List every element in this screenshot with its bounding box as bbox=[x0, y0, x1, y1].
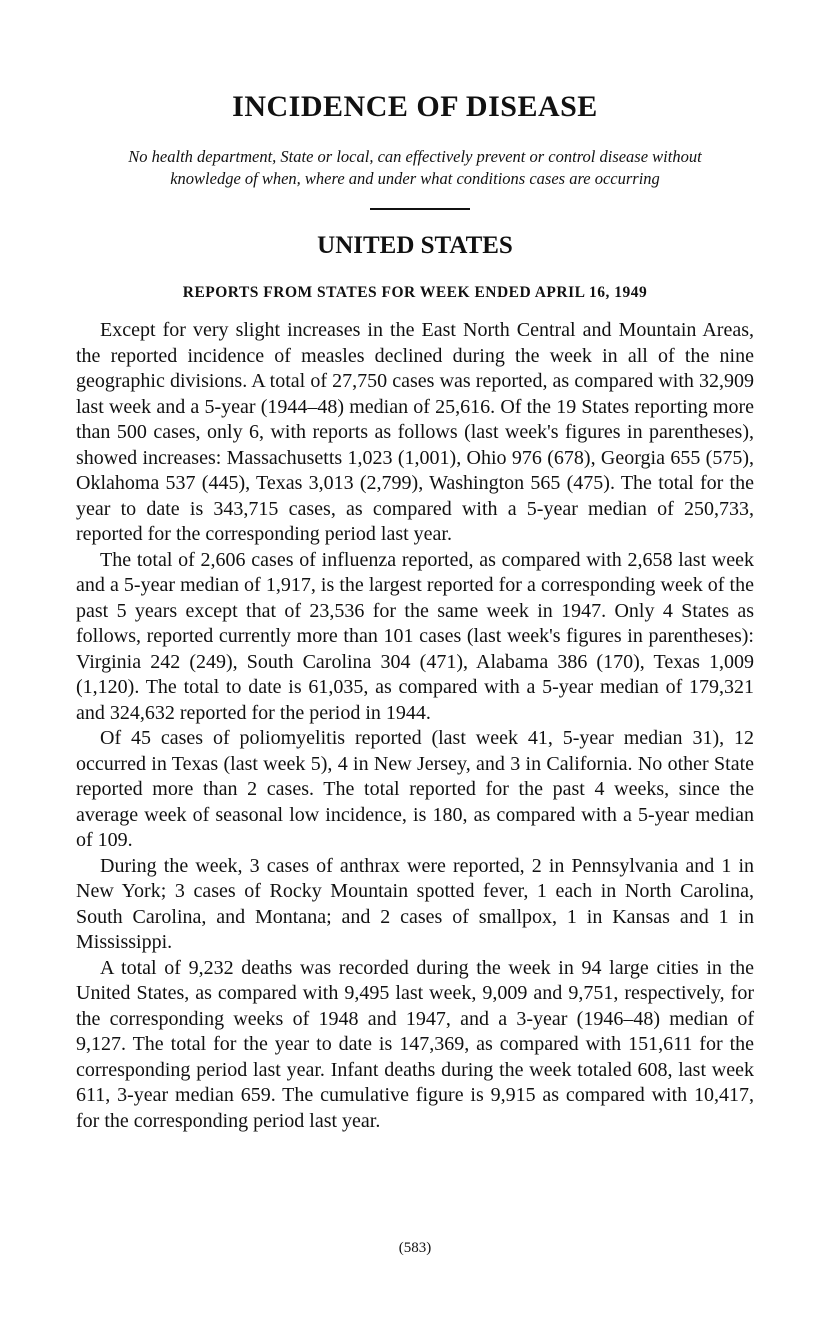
page-title: INCIDENCE OF DISEASE bbox=[232, 90, 598, 123]
paragraph-influenza: The total of 2,606 cases of influenza reported, as compared with 2,658 last week and a 5-year median of 1,917, is the largest reported for a corresponding week of the past 5 years except that of 23,536 for the same week in 1947. Only 4 States as follows, reported currently more than 101 cases (last week's figures in parentheses): Virginia 242 (249), South Carolina 304 (471), Alabama 386 (170), Texas 1,009 (1,120). The total to date is 61,035, as compared with a 5-year median of 179,321 and 324,632 reported for the period in 1944. bbox=[76, 548, 754, 724]
page-number: (583) bbox=[398, 1240, 432, 1256]
paragraph-other-diseases: During the week, 3 cases of anthrax were reported, 2 in Pennsylvania and 1 in New York; 3 cases of Rocky Mountain spotted fever, 1 each in North Carolina, South Carolina, and Montana; and 2 cases of smallpox, 1 in Kansas and 1 in Mississippi. bbox=[76, 854, 754, 953]
paragraph-deaths: A total of 9,232 deaths was recorded during the week in 94 large cities in the United States, as compared with 9,495 last week, 9,009 and 9,751, respectively, for the corresponding weeks of 1948 and 1947, and a 3-year (1946–48) median of 9,127. The total for the year to date is 147,369, as compared with 151,611 for the corresponding period last year. Infant deaths during the week totaled 608, last week 611, 3-year median 659. The cumulative figure is 9,915 as compared with 10,417, for the corresponding period last year. bbox=[76, 956, 754, 1132]
report-heading: REPORTS FROM STATES FOR WEEK ENDED APRIL 16, 1949 bbox=[182, 284, 648, 301]
subtitle-line-2: knowledge of when, where and under what conditions cases are occurring bbox=[170, 169, 660, 188]
section-title: UNITED STATES bbox=[317, 232, 513, 259]
report-body bbox=[76, 318, 754, 1134]
paragraph-poliomyelitis: Of 45 cases of poliomyelitis reported (last week 41, 5-year median 31), 12 occurred in Texas (last week 5), 4 in New Jersey, and 3 in California. No other State reported more than 2 cases. The total reported for the past 4 weeks, since the average week of seasonal low incidence, is 180, as compared with a 5-year median of 109. bbox=[76, 727, 754, 851]
section-divider bbox=[370, 208, 470, 210]
subtitle-line-1: No health department, State or local, can effectively prevent or control disease without bbox=[128, 147, 702, 166]
paragraph-measles: Except for very slight increases in the East North Central and Mountain Areas, the reported incidence of measles declined during the week in all of the nine geographic divisions. A total of 27,750 cases was reported, as compared with 32,909 last week and a 5-year (1944–48) median of 25,616. Of the 19 States reporting more than 500 cases, only 6, with reports as follows (last week's figures in parentheses), showed increases: Massachusetts 1,023 (1,001), Ohio 976 (678), Georgia 655 (575), Oklahoma 537 (445), Texas 3,013 (2,799), Washington 565 (475). The total for the year to date is 343,715 cases, as compared with a 5-year median of 250,733, reported for the corresponding period last year. bbox=[76, 319, 754, 545]
page-subtitle bbox=[76, 146, 754, 190]
